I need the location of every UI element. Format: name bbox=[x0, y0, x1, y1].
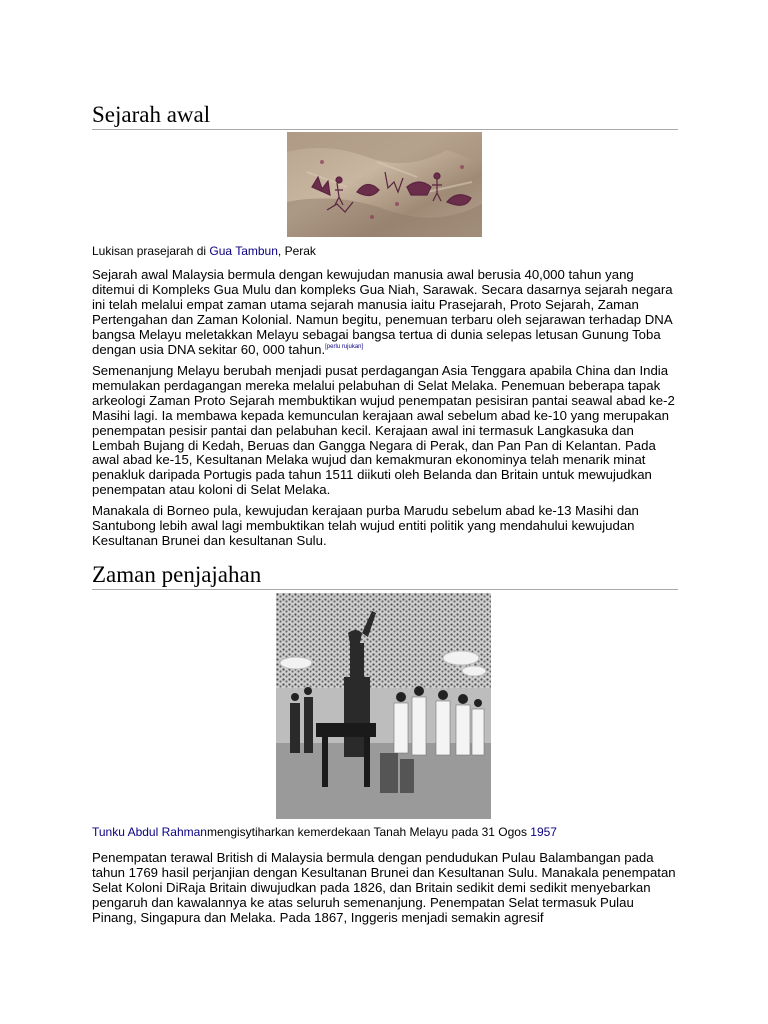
paragraph: Manakala di Borneo pula, kewujudan kerajaan purba Marudu sebelum abad ke-13 Masihi dan Santubong lebih awal lagi membuktikan telah wujud entiti politik yang mendahului kewujudan Kesultanan Brunei dan kesultanan Sulu. bbox=[92, 503, 639, 548]
paragraph bbox=[92, 268, 678, 357]
caption-text: , Perak bbox=[277, 244, 316, 258]
gua-tambun-link[interactable]: Gua Tambun bbox=[209, 244, 278, 258]
citation-needed-link[interactable]: [perlu rujukan] bbox=[325, 343, 364, 350]
figure-caption bbox=[92, 825, 678, 840]
independence-declaration-photo bbox=[276, 593, 491, 819]
paragraph: Semenanjung Melayu berubah menjadi pusat perdagangan Asia Tenggara apabila China dan India memulakan perdagangan mereka melalui pelabuhan di Selat Melaka. Penemuan beberapa tapak arkeologi Zaman Proto Sejarah membuktikan wujud penempatan pesisiran pantai seawal abad ke-2 Masihi lagi. Ia membawa kepada kemunculan kerajaan awal sebelum abad ke-10 yang merupakan penempatan pesisir pantai dan pelabuhan kecil. Kerajaan awal ini termasuk Langkasuka dan Lembah Bujang di Kedah, Beruas dan Gangga Negara di Perak, dan Pan Pan di Kelantan. Pada awal abad ke-15, Kesultanan Melaka wujud dan kemakmuran ekonominya telah menarik minat penakluk daripada Portugis pada tahun 1511 diikuti oleh Belanda dan Britain untuk mewujudkan penempatan atau koloni di Selat Melaka. bbox=[92, 363, 675, 498]
figure-caption bbox=[92, 244, 678, 259]
section-heading-zaman-penjajahan: Zaman penjajahan bbox=[92, 561, 678, 590]
paragraph: Penempatan terawal British di Malaysia bermula dengan pendudukan Pulau Balambangan pada tahun 1769 hasil perjanjian dengan Kesultanan Brunei dan Kesultanan Sulu. Manakala penempatan Selat Koloni DiRaja Britain diwujudkan pada 1826, dan Britain sedikit demi sedikit menyebarkan pengaruh dan kawalannya ke atas seluruh semenanjung. Penempatan Selat termasuk Pulau Pinang, Singapura dan Melaka. Pada 1867, Inggeris menjadi semakin agresif bbox=[92, 850, 676, 925]
section-heading-sejarah-awal: Sejarah awal bbox=[92, 101, 678, 130]
cave-painting-image bbox=[287, 132, 482, 237]
year-1957-link[interactable]: 1957 bbox=[530, 825, 557, 839]
paragraph-text: Sejarah awal Malaysia bermula dengan kewujudan manusia awal berusia 40,000 tahun yang ditemui di Kompleks Gua Mulu dan kompleks Gua Niah, Sarawak. Secara dasarnya sejarah negara ini telah melalui empat zaman utama sejarah manusia iaitu Prasejarah, Proto Sejarah, Zaman Pertengahan dan Zaman Kolonial. Namun begitu, penemuan terbaru oleh sejarawan terhadap DNA bangsa Melayu meletakkan Melayu sebagai bangsa tertua di dunia selepas letusan Gunung Toba dengan usia DNA sekitar 60, 000 tahun. bbox=[92, 267, 673, 357]
tunku-abdul-rahman-link[interactable]: Tunku Abdul Rahman bbox=[92, 825, 207, 839]
caption-text: mengisytiharkan kemerdekaan Tanah Melayu pada 31 Ogos bbox=[206, 825, 531, 839]
caption-text: Lukisan prasejarah di bbox=[92, 244, 210, 258]
